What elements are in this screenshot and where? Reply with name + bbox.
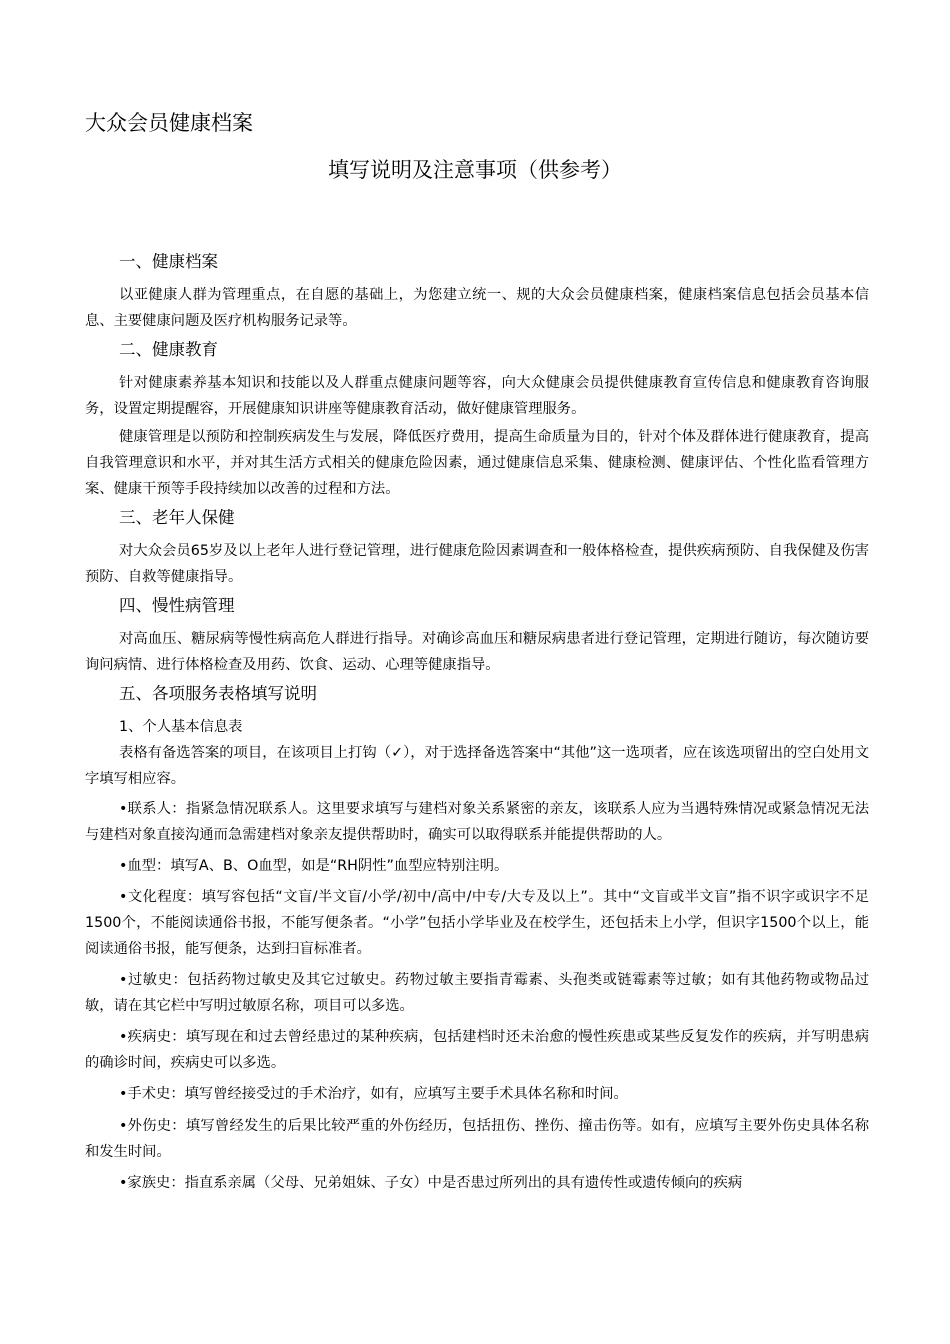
paragraph: 对大众会员65岁及以上老年人进行登记管理，进行健康危险因素调查和一般体格检查，提供疾病预防、自我保健及伤害预防、自救等健康指导。 (85, 543, 869, 585)
paragraph: 以亚健康人群为管理重点，在自愿的基础上，为您建立统一、规的大众会员健康档案，健康档案信息包括会员基本信息、主要健康问题及医疗机构服务记录等。 (85, 287, 869, 329)
bullet-item: •过敏史：包括药物过敏史及其它过敏史。药物过敏主要指青霉素、头孢类或链霉素等过敏；如有其他药物或物品过敏，请在其它栏中写明过敏原名称，项目可以多选。 (85, 972, 869, 1014)
paragraph: 健康管理是以预防和控制疾病发生与发展，降低医疗费用，提高生命质量为目的，针对个体及群体进行健康教育，提高自我管理意识和水平，并对其生活方式相关的健康危险因素，通过健康信息采集、健康检测、健康评估、个性化监看管理方案、健康干预等手段持续加以改善的过程和方法。 (85, 429, 869, 497)
section-health-records (85, 250, 869, 334)
section-heading: 五、各项服务表格填写说明 (119, 684, 317, 703)
document-title: 大众会员健康档案 (85, 111, 253, 135)
bullet-item: •手术史：填写曾经接受过的手术治疗，如有，应填写主要手术具体名称和时间。 (119, 1086, 628, 1102)
document-body (85, 250, 869, 1201)
subsection-heading: 1、个人基本信息表 (119, 719, 243, 735)
section-heading: 二、健康教育 (119, 340, 218, 359)
bullet-item: •家族史：指直系亲属（父母、兄弟姐妹、子女）中是否患过所列出的具有遗传性或遗传倾向的疾病 (119, 1175, 743, 1191)
section-chronic-disease (85, 594, 869, 678)
bullet-item: •联系人：指紧急情况联系人。这里要求填写与建档对象关系紧密的亲友，该联系人应为当遇特殊情况或紧急情况无法与建档对象直接沟通而急需建档对象亲友提供帮助时，确实可以取得联系并能提供帮助的人。 (85, 801, 869, 843)
section-heading: 一、健康档案 (119, 252, 218, 271)
section-form-instructions (85, 682, 869, 1196)
paragraph: 对高血压、糖尿病等慢性病高危人群进行指导。对确诊高血压和糖尿病患者进行登记管理，定期进行随访，每次随访要询问病情、进行体格检查及用药、饮食、运动、心理等健康指导。 (85, 631, 869, 673)
section-heading: 四、慢性病管理 (119, 596, 235, 615)
paragraph: 针对健康素养基本知识和技能以及人群重点健康问题等容，向大众健康会员提供健康教育宣传信息和健康教育咨询服务，设置定期提醒容，开展健康知识讲座等健康教育活动，做好健康管理服务。 (85, 375, 869, 417)
bullet-item: •外伤史：填写曾经发生的后果比较严重的外伤经历，包括扭伤、挫伤、撞击伤等。如有，应填写主要外伤史具体名称和发生时间。 (85, 1118, 869, 1160)
section-heading: 三、老年人保健 (119, 508, 235, 527)
document-subtitle: 填写说明及注意事项（供参考） (328, 158, 622, 182)
bullet-item: •文化程度：填写容包括“文盲/半文盲/小学/初中/高中/中专/大专及以上”。其中“文盲或半文盲”指不识字或识字不足1500个，不能阅读通俗书报，不能写便条者。“小学”包括小学毕业及在校学生，还包括未上小学，但识字1500个以上，能阅读通俗书报，能写便条，达到扫盲标准者。 (85, 889, 869, 957)
section-elderly-care (85, 506, 869, 590)
bullet-item: •血型：填写A、B、O血型，如是“RH阴性”血型应特别注明。 (119, 858, 509, 874)
section-health-education (85, 338, 869, 502)
paragraph: 表格有备选答案的项目，在该项目上打钩（✓），对于选择备选答案中“其他”这一选项者，应在该选项留出的空白处用文字填写相应容。 (85, 745, 869, 787)
bullet-item: •疾病史：填写现在和过去曾经患过的某种疾病，包括建档时还未治愈的慢性疾患或某些反复发作的疾病，并写明患病的确诊时间，疾病史可以多选。 (85, 1029, 869, 1071)
